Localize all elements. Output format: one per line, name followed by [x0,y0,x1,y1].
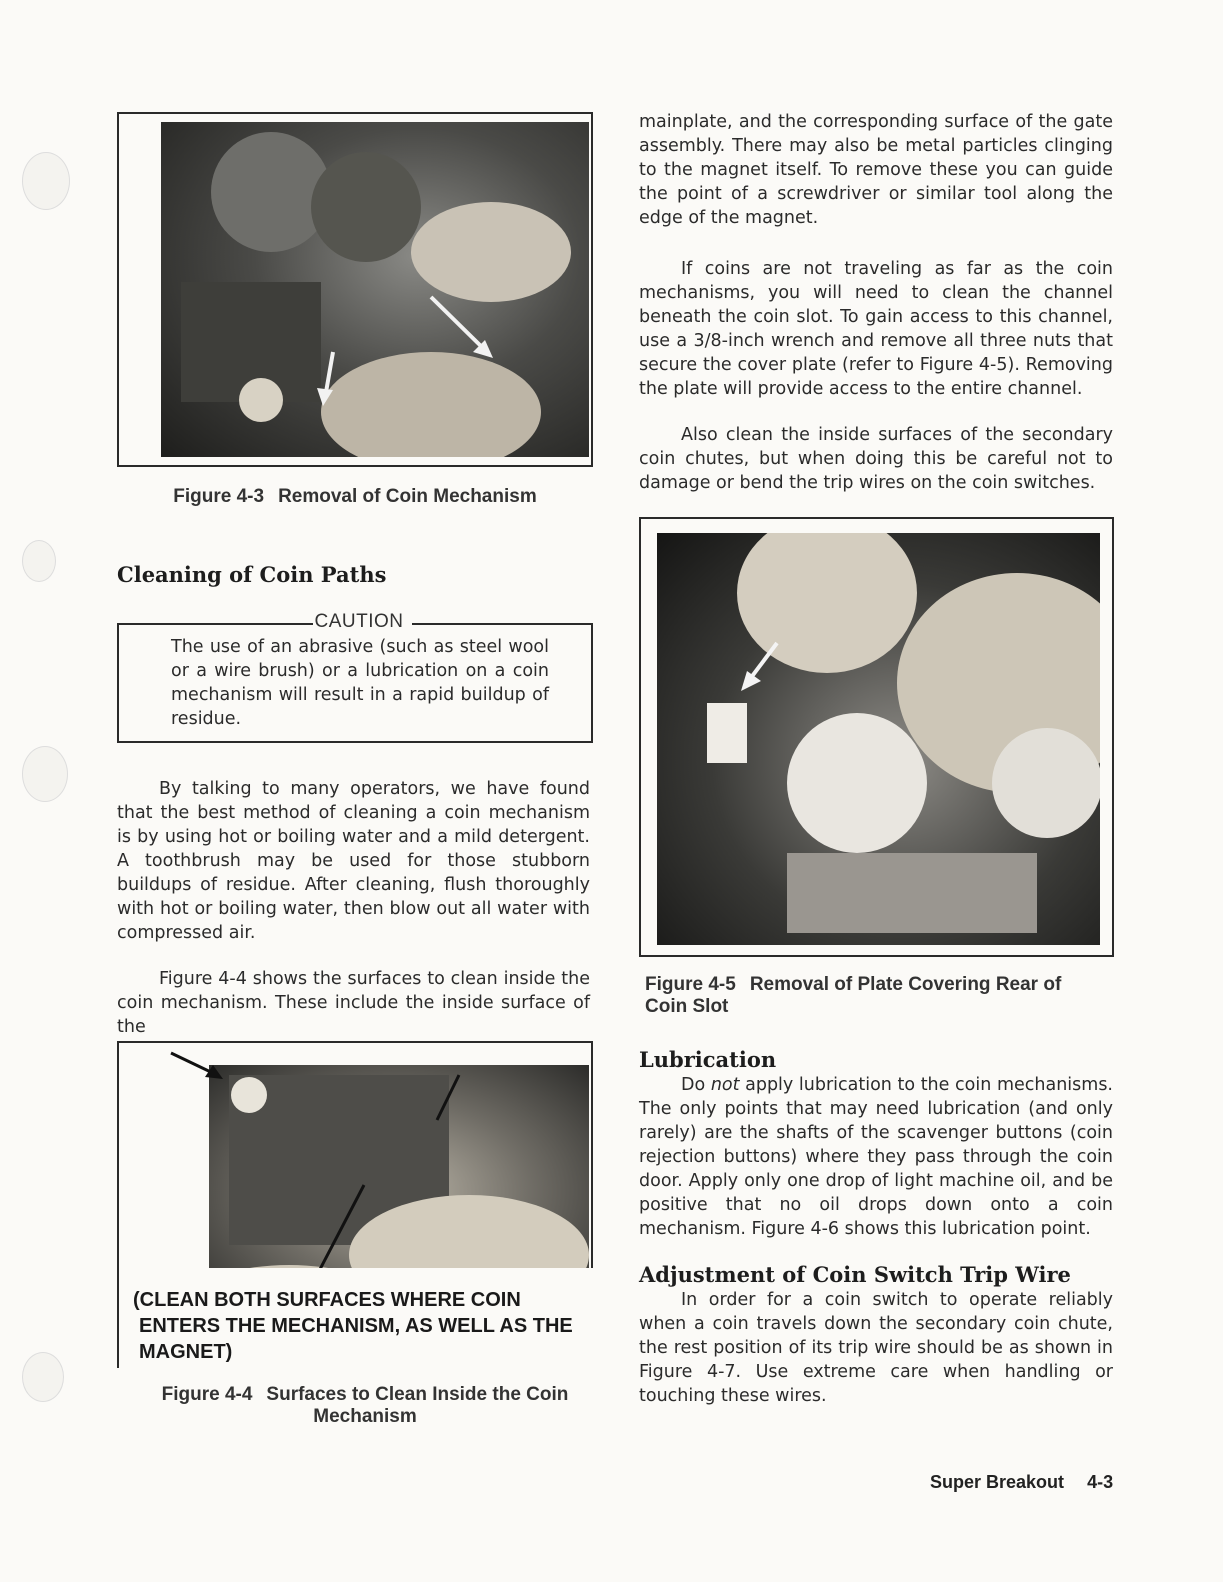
figure-4-4-arrow [167,1049,237,1089]
cleaning-heading: Cleaning of Coin Paths [117,562,387,587]
figure-4-4-overlay-text [133,1287,588,1365]
figure-4-3-caption [117,486,593,508]
right-paragraph-continued: mainplate, and the corresponding surface of the gate assembly. There may also be metal particles clinging to the magnet itself. To remove these you can guide the point of a screwdriver or similar tool along the edge of the magnet. [639,112,1113,228]
footer-title: Super Breakout [930,1472,1065,1492]
overlay-line-3: MAGNET) [139,1341,233,1363]
right-paragraph-chutes: Also clean the inside surfaces of the secondary coin chutes, but when doing this be careful not to damage or bend the trip wires on the coin switches. [639,425,1113,493]
figure-4-5-frame [639,517,1114,957]
caution-title: CAUTION [314,611,404,632]
footer-page-number: 4-3 [1087,1472,1114,1492]
figure-4-5-photo [657,533,1100,945]
overlay-line-2: ENTERS THE MECHANISM, AS WELL AS THE [139,1315,573,1337]
figure-4-4-frame [117,1041,593,1368]
overlay-line-1: (CLEAN BOTH SURFACES WHERE COIN [133,1289,521,1311]
lubrication-paragraph [639,1073,1113,1241]
figure-4-3-frame [117,112,593,467]
figure-4-3-number: Figure 4-3 [173,486,265,507]
cleaning-paragraph-1: By talking to many operators, we have found that the best method of cleaning a coin mechanism is by using hot or boiling water and a mild detergent. A toothbrush may be used for those stubborn buildups of residue. After cleaning, flush thoroughly with hot or boiling water, then blow out all water with compressed air. [117,779,590,943]
binder-hole-2 [22,540,56,582]
binder-hole-3 [22,746,68,802]
adjustment-heading: Adjustment of Coin Switch Trip Wire [639,1262,1071,1287]
figure-4-3-illustration [161,122,589,457]
figure-4-5-caption [645,974,1105,1018]
caution-box [117,610,593,744]
figure-4-4-title: Surfaces to Clean Inside the Coin Mechanism [266,1384,569,1427]
right-paragraph-coins: If coins are not traveling as far as the coin mechanisms, you will need to clean the channel beneath the coin slot. To gain access to this channel, use a 3/8-inch wrench and remove all three nuts that secure the cover plate (refer to Figure 4-5). Removing the plate will provide access to the entire channel. [639,259,1113,399]
figure-4-3-title: Removal of Coin Mechanism [278,486,537,507]
figure-4-3-photo [161,122,589,457]
figure-4-4-number: Figure 4-4 [161,1384,253,1405]
lubrication-heading: Lubrication [639,1047,777,1072]
figure-4-5-number: Figure 4-5 [645,974,736,995]
binder-hole-4 [22,1352,64,1402]
binder-hole-1 [22,152,70,210]
caution-text: The use of an abrasive (such as steel wool or a wire brush) or a lubrication on a coin mechanism will result in a rapid buildup of residue. [171,637,549,729]
figure-4-5-title: Removal of Plate Covering Rear of Coin Slot [645,974,1062,1017]
figure-4-5-illustration [657,533,1100,945]
figure-4-4-caption [150,1384,580,1428]
adjustment-paragraph: In order for a coin switch to operate reliably when a coin travels down the secondary coin chute, the rest position of its trip wire should be as shown in Figure 4-7. Use extreme care when handling or touching these wires. [639,1290,1113,1406]
page-footer [930,1472,1113,1493]
lubrication-not: not [710,1075,740,1095]
lubrication-do: Do [681,1075,711,1095]
cleaning-paragraph-2: Figure 4-4 shows the surfaces to clean inside the coin mechanism. These include the inside surface of the [117,969,590,1037]
lubrication-rest: apply lubrication to the coin mechanisms. The only points that may need lubrication (and only rarely) are the shafts of the scavenger buttons (coin rejection buttons) where they pass through the coin door. Apply only one drop of light machine oil, and be positive that no oil drops down onto a coin mechanism. Figure 4-6 shows this lubrication point. [639,1075,1113,1239]
